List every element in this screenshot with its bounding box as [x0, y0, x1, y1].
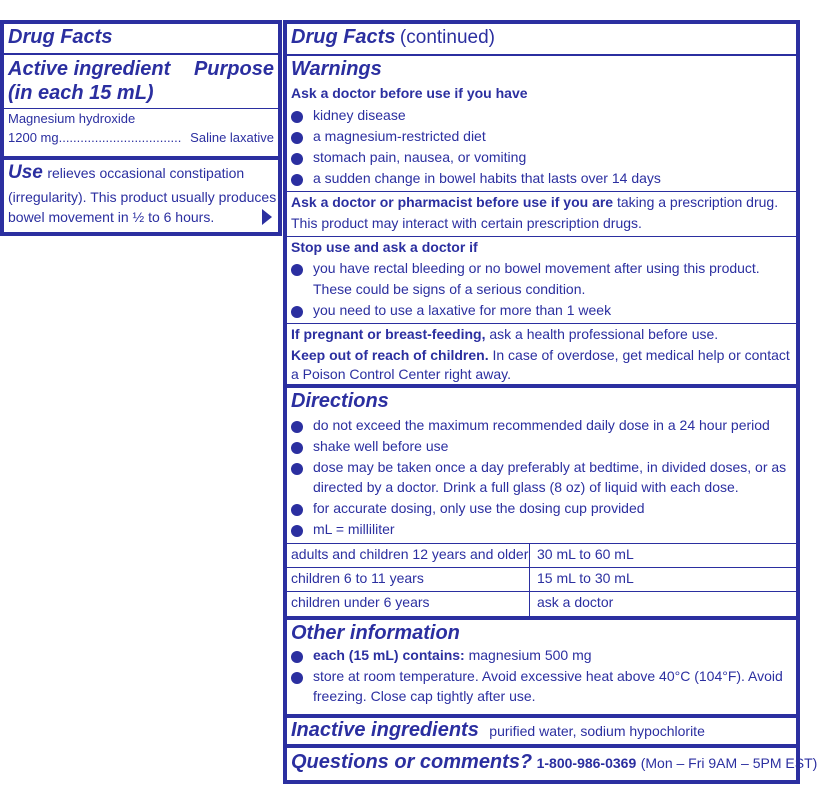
left-title: Drug Facts: [8, 26, 113, 48]
table-cell-dose: 30 mL to 60 mL: [537, 546, 634, 562]
ingredient-name: Magnesium hydroxide: [8, 111, 136, 126]
use-text-3: bowel movement in ½ to 6 hours.: [8, 209, 215, 225]
stop-use-item: [287, 302, 796, 322]
other-info-bold: each (15 mL) contains:: [313, 647, 465, 663]
table-line: [287, 567, 796, 568]
use-box: [4, 160, 278, 232]
pharmacist-bold: Ask a doctor or pharmacist before use if you are: [291, 194, 614, 210]
bullet-icon: [291, 442, 303, 454]
stop-use-item-text-cont: These could be signs of a serious condition.: [313, 281, 586, 297]
direction-item-text: shake well before use: [313, 438, 449, 454]
other-info-item-text: store at room temperature. Avoid excessive heat above 40°C (104°F). Avoid: [313, 668, 783, 684]
direction-item-text: mL = milliliter: [313, 521, 395, 537]
warnings-divider: [287, 191, 796, 192]
ask-doctor-item: [287, 149, 796, 169]
children-line: [291, 347, 790, 363]
title-divider-right: [287, 54, 796, 56]
children-bold: Keep out of reach of children.: [291, 347, 489, 363]
direction-item-text: dose may be taken once a day preferably at bedtime, in divided doses, or as: [313, 459, 787, 475]
ask-doctor-item-text: a sudden change in bowel habits that lasts over 14 days: [313, 170, 661, 186]
direction-item-text: do not exceed the maximum recommended daily dose in a 24 hour period: [313, 417, 770, 433]
warnings-box: [287, 24, 796, 384]
warnings-divider: [287, 236, 796, 237]
ask-doctor-item-text: stomach pain, nausea, or vomiting: [313, 149, 527, 165]
right-drug-facts-panel: [283, 20, 817, 784]
right-title-line: [291, 26, 495, 49]
questions-phone: 1-800-986-0369: [536, 755, 637, 771]
ask-doctor-item-text: kidney disease: [313, 107, 406, 123]
active-ingredient-heading: Active ingredient: [8, 58, 171, 80]
children-line-2: a Poison Control Center right away.: [291, 366, 511, 382]
questions-box: [287, 748, 817, 780]
stop-use-heading: Stop use and ask a doctor if: [291, 239, 478, 255]
bullet-icon: [291, 504, 303, 516]
stop-use-item-text: you need to use a laxative for more than 1 week: [313, 302, 612, 318]
ingredient-divider: [4, 108, 278, 109]
inactive-heading: Inactive ingredients: [291, 719, 479, 741]
pregnant-line: [291, 326, 718, 342]
right-title-suffix: (continued): [399, 27, 495, 48]
use-text-1: relieves occasional constipation: [47, 165, 245, 181]
use-text-2: (irregularity). This product usually produces: [8, 189, 277, 205]
other-info-item: [287, 668, 796, 688]
bullet-icon: [291, 174, 303, 186]
bullet-icon: [291, 672, 303, 684]
pharmacist-line: [291, 194, 778, 210]
bullet-icon: [291, 651, 303, 663]
use-line-1: [8, 162, 244, 184]
ask-doctor-item-text: a magnesium-restricted diet: [313, 128, 486, 144]
bullet-icon: [291, 111, 303, 123]
active-ingredient-sub: (in each 15 mL): [8, 82, 154, 104]
active-ingredient-box: [4, 24, 278, 156]
dosage-table: [287, 543, 796, 616]
table-cell-age: children 6 to 11 years: [291, 570, 424, 586]
other-information-heading: Other information: [291, 622, 460, 644]
other-info-rest: magnesium 500 mg: [468, 647, 592, 663]
bullet-icon: [291, 421, 303, 433]
directions-box: [287, 388, 796, 616]
pregnant-rest: ask a health professional before use.: [489, 326, 719, 342]
right-triangle-icon: [262, 209, 272, 225]
pharmacist-line-2: This product may interact with certain prescription drugs.: [291, 215, 642, 231]
direction-item: [287, 417, 796, 437]
other-info-item-text-cont: freezing. Close cap tightly after use.: [313, 688, 536, 704]
questions-hours: (Mon – Fri 9AM – 5PM EST): [640, 755, 817, 771]
pregnant-bold: If pregnant or breast-feeding,: [291, 326, 486, 342]
warnings-divider: [287, 323, 796, 324]
stop-use-item: [287, 260, 796, 280]
direction-item-text-cont: directed by a doctor. Drink a full glass (8 oz) of liquid with each dose.: [313, 479, 739, 495]
direction-item-text: for accurate dosing, only use the dosing cup provided: [313, 500, 645, 516]
table-column-divider: [529, 543, 530, 616]
children-rest: In case of overdose, get medical help or contact: [492, 347, 790, 363]
ask-doctor-item: [287, 107, 796, 127]
directions-heading: Directions: [291, 390, 389, 412]
use-heading: Use: [8, 162, 43, 183]
right-title: Drug Facts: [291, 26, 396, 48]
table-cell-dose: ask a doctor: [537, 594, 614, 610]
ingredient-amount: 1200 mg..................................: [8, 130, 182, 145]
stop-use-item-text: you have rectal bleeding or no bowel movement after using this product.: [313, 260, 760, 276]
table-cell-dose: 15 mL to 30 mL: [537, 570, 634, 586]
direction-item: [287, 438, 796, 458]
pharmacist-rest: taking a prescription drug.: [617, 194, 779, 210]
questions-heading: Questions or comments?: [291, 751, 533, 773]
purpose-heading: Purpose: [193, 58, 274, 80]
direction-item: [287, 459, 796, 479]
table-cell-age: adults and children 12 years and older: [291, 546, 529, 562]
inactive-ingredients-box: [287, 718, 796, 744]
inactive-text: purified water, sodium hypochlorite: [489, 723, 705, 739]
direction-item: [287, 500, 796, 520]
inactive-line: [291, 719, 705, 742]
bullet-icon: [291, 525, 303, 537]
ask-doctor-item: [287, 170, 796, 190]
other-info-item-text: [313, 647, 592, 663]
ask-doctor-item: [287, 128, 796, 148]
bullet-icon: [291, 463, 303, 475]
bullet-icon: [291, 153, 303, 165]
purpose-value: Saline laxative: [190, 130, 274, 145]
left-drug-facts-panel: [0, 20, 282, 236]
other-info-item: [287, 647, 796, 667]
other-information-box: [287, 620, 796, 714]
direction-item: [287, 521, 796, 541]
bullet-icon: [291, 132, 303, 144]
title-divider: [4, 53, 278, 55]
bullet-icon: [291, 264, 303, 276]
bullet-icon: [291, 306, 303, 318]
questions-line: [291, 751, 817, 774]
table-line: [287, 543, 796, 544]
table-cell-age: children under 6 years: [291, 594, 430, 610]
ask-doctor-heading: Ask a doctor before use if you have: [291, 85, 528, 101]
table-line: [287, 591, 796, 592]
warnings-heading: Warnings: [291, 58, 382, 80]
